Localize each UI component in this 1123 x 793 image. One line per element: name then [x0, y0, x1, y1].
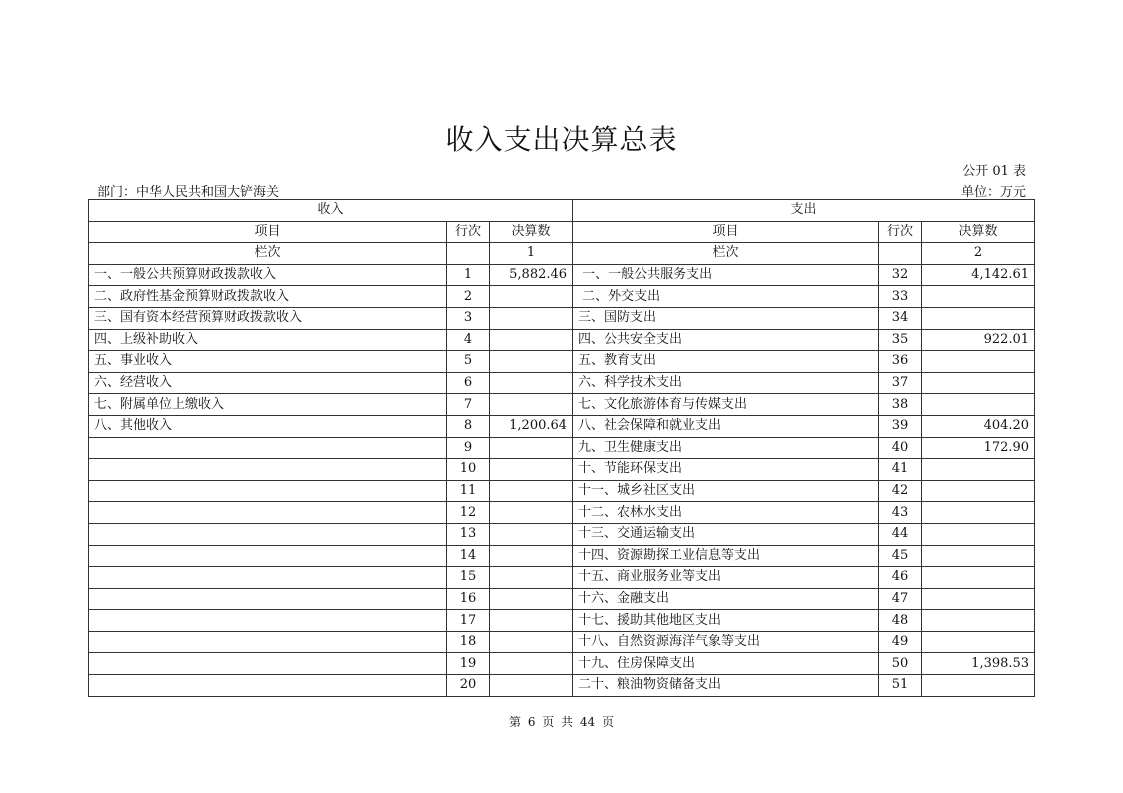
- income-rowno-cell: 16: [447, 588, 490, 610]
- expense-amount-cell: 404.20: [922, 415, 1035, 437]
- expense-item-cell: 七、文化旅游体育与传媒支出: [573, 394, 879, 416]
- income-rowno-cell: 6: [447, 372, 490, 394]
- income-amount-cell: [490, 394, 573, 416]
- page-footer: 第 6 页 共 44 页: [509, 715, 614, 729]
- expense-item-cell: 四、公共安全支出: [573, 329, 879, 351]
- expense-amount-cell: [922, 286, 1035, 308]
- expense-rowno-header: 行次: [879, 221, 922, 243]
- expense-item-cell: 十七、援助其他地区支出: [573, 610, 879, 632]
- expense-amount-cell: 172.90: [922, 437, 1035, 459]
- income-rowno-cell: 2: [447, 286, 490, 308]
- table-row: [89, 372, 1035, 394]
- header-row-columns: [89, 221, 1035, 243]
- expense-item-cell: 二十、粮油物资储备支出: [573, 675, 879, 697]
- income-header: 收入: [89, 200, 573, 222]
- department-label: 部门：中华人民共和国大铲海关: [97, 185, 280, 200]
- income-lanci: 栏次: [89, 243, 447, 265]
- table-row: [89, 286, 1035, 308]
- expense-rowno-cell: 41: [879, 459, 922, 481]
- form-number: 公开 01 表: [962, 164, 1026, 179]
- expense-rowno-cell: 39: [879, 415, 922, 437]
- expense-rowno-cell: 33: [879, 286, 922, 308]
- income-amount-cell: [490, 307, 573, 329]
- income-item-cell: 八、其他收入: [89, 415, 447, 437]
- expense-amount-cell: [922, 480, 1035, 502]
- expense-item-header: 项目: [573, 221, 879, 243]
- expense-amount-cell: [922, 675, 1035, 697]
- expense-amount-cell: [922, 502, 1035, 524]
- expense-amount-cell: [922, 567, 1035, 589]
- expense-rowno-cell: 51: [879, 675, 922, 697]
- expense-amount-cell: 4,142.61: [922, 264, 1035, 286]
- table-row: [89, 264, 1035, 286]
- income-item-cell: 五、事业收入: [89, 351, 447, 373]
- expense-item-cell: 六、科学技术支出: [573, 372, 879, 394]
- income-expense-table: [88, 199, 1035, 697]
- income-amount-cell: [490, 610, 573, 632]
- expense-rowno-cell: 49: [879, 631, 922, 653]
- expense-amount-cell: [922, 459, 1035, 481]
- expense-rowno-cell: 46: [879, 567, 922, 589]
- table-row: [89, 351, 1035, 373]
- expense-rowno-cell: 40: [879, 437, 922, 459]
- expense-item-cell: 十、节能环保支出: [573, 459, 879, 481]
- expense-amount-cell: [922, 394, 1035, 416]
- income-rowno-cell: 10: [447, 459, 490, 481]
- expense-item-cell: 十五、商业服务业等支出: [573, 567, 879, 589]
- income-amount-cell: [490, 631, 573, 653]
- income-amount-cell: [490, 351, 573, 373]
- income-amount-cell: [490, 502, 573, 524]
- table-row: [89, 394, 1035, 416]
- expense-header: 支出: [573, 200, 1035, 222]
- income-item-cell: [89, 459, 447, 481]
- income-item-header: 项目: [89, 221, 447, 243]
- expense-rowno-cell: 34: [879, 307, 922, 329]
- expense-rowno-cell: 48: [879, 610, 922, 632]
- income-item-cell: 四、上级补助收入: [89, 329, 447, 351]
- income-item-cell: [89, 588, 447, 610]
- income-amount-cell: [490, 329, 573, 351]
- income-rowno-cell: 12: [447, 502, 490, 524]
- expense-col-number: 2: [922, 243, 1035, 265]
- expense-rowno-cell: 32: [879, 264, 922, 286]
- income-item-cell: 三、国有资本经营预算财政拨款收入: [89, 307, 447, 329]
- table-row: [89, 631, 1035, 653]
- income-item-cell: 七、附属单位上缴收入: [89, 394, 447, 416]
- header-row-section: [89, 200, 1035, 222]
- expense-amount-cell: 1,398.53: [922, 653, 1035, 675]
- income-amount-cell: 1,200.64: [490, 415, 573, 437]
- income-rowno-cell: 13: [447, 523, 490, 545]
- income-rowno-cell: 19: [447, 653, 490, 675]
- expense-rowno-cell: 50: [879, 653, 922, 675]
- income-item-cell: [89, 437, 447, 459]
- income-item-cell: [89, 545, 447, 567]
- income-item-cell: 二、政府性基金预算财政拨款收入: [89, 286, 447, 308]
- expense-amount-cell: [922, 610, 1035, 632]
- income-item-cell: [89, 675, 447, 697]
- expense-rowno-cell: 36: [879, 351, 922, 373]
- income-rowno-cell: 15: [447, 567, 490, 589]
- expense-item-cell: 十四、资源勘探工业信息等支出: [573, 545, 879, 567]
- income-lanci-blank: [447, 243, 490, 265]
- expense-rowno-cell: 35: [879, 329, 922, 351]
- income-item-cell: [89, 523, 447, 545]
- page-title: 收入支出决算总表: [445, 123, 678, 156]
- header-row-lanci: [89, 243, 1035, 265]
- table-row: [89, 502, 1035, 524]
- income-rowno-cell: 4: [447, 329, 490, 351]
- expense-rowno-cell: 42: [879, 480, 922, 502]
- table-row: [89, 523, 1035, 545]
- income-rowno-cell: 11: [447, 480, 490, 502]
- income-amount-cell: [490, 675, 573, 697]
- expense-item-cell: 十八、自然资源海洋气象等支出: [573, 631, 879, 653]
- income-amount-cell: [490, 372, 573, 394]
- expense-rowno-cell: 38: [879, 394, 922, 416]
- income-amount-cell: [490, 286, 573, 308]
- expense-item-cell: 十六、金融支出: [573, 588, 879, 610]
- income-item-cell: 一、一般公共预算财政拨款收入: [89, 264, 447, 286]
- expense-amount-cell: [922, 588, 1035, 610]
- income-item-cell: [89, 480, 447, 502]
- table-row: [89, 459, 1035, 481]
- table-row: [89, 610, 1035, 632]
- expense-amount-cell: [922, 545, 1035, 567]
- table-row: [89, 437, 1035, 459]
- expense-amount-cell: [922, 631, 1035, 653]
- income-item-cell: [89, 567, 447, 589]
- income-rowno-cell: 14: [447, 545, 490, 567]
- table-row: [89, 567, 1035, 589]
- income-rowno-header: 行次: [447, 221, 490, 243]
- income-amount-cell: [490, 437, 573, 459]
- expense-item-cell: 三、国防支出: [573, 307, 879, 329]
- expense-amount-cell: [922, 523, 1035, 545]
- income-amount-cell: [490, 653, 573, 675]
- unit-label: 单位：万元: [960, 185, 1026, 200]
- table-row: [89, 307, 1035, 329]
- income-rowno-cell: 7: [447, 394, 490, 416]
- income-rowno-cell: 17: [447, 610, 490, 632]
- expense-amount-cell: [922, 351, 1035, 373]
- income-col-number: 1: [490, 243, 573, 265]
- expense-item-cell: 十三、交通运输支出: [573, 523, 879, 545]
- expense-amount-header: 决算数: [922, 221, 1035, 243]
- expense-amount-cell: [922, 372, 1035, 394]
- income-item-cell: [89, 610, 447, 632]
- table-row: [89, 329, 1035, 351]
- income-amount-cell: [490, 523, 573, 545]
- income-rowno-cell: 18: [447, 631, 490, 653]
- table-row: [89, 415, 1035, 437]
- expense-rowno-cell: 45: [879, 545, 922, 567]
- expense-item-cell: 二、外交支出: [573, 286, 879, 308]
- income-amount-header: 决算数: [490, 221, 573, 243]
- income-item-cell: [89, 502, 447, 524]
- income-amount-cell: [490, 480, 573, 502]
- table-row: [89, 545, 1035, 567]
- table-row: [89, 675, 1035, 697]
- income-amount-cell: [490, 545, 573, 567]
- expense-lanci-blank: [879, 243, 922, 265]
- income-rowno-cell: 1: [447, 264, 490, 286]
- expense-item-cell: 一、一般公共服务支出: [573, 264, 879, 286]
- income-rowno-cell: 9: [447, 437, 490, 459]
- expense-lanci: 栏次: [573, 243, 879, 265]
- income-amount-cell: [490, 588, 573, 610]
- income-amount-cell: [490, 459, 573, 481]
- expense-amount-cell: [922, 307, 1035, 329]
- expense-item-cell: 十一、城乡社区支出: [573, 480, 879, 502]
- expense-item-cell: 九、卫生健康支出: [573, 437, 879, 459]
- expense-rowno-cell: 47: [879, 588, 922, 610]
- income-item-cell: [89, 653, 447, 675]
- income-amount-cell: [490, 567, 573, 589]
- income-item-cell: [89, 631, 447, 653]
- table-row: [89, 653, 1035, 675]
- income-rowno-cell: 3: [447, 307, 490, 329]
- expense-item-cell: 十九、住房保障支出: [573, 653, 879, 675]
- expense-item-cell: 五、教育支出: [573, 351, 879, 373]
- expense-rowno-cell: 37: [879, 372, 922, 394]
- table-row: [89, 588, 1035, 610]
- income-amount-cell: 5,882.46: [490, 264, 573, 286]
- expense-item-cell: 八、社会保障和就业支出: [573, 415, 879, 437]
- income-rowno-cell: 20: [447, 675, 490, 697]
- expense-rowno-cell: 43: [879, 502, 922, 524]
- income-rowno-cell: 8: [447, 415, 490, 437]
- table-row: [89, 480, 1035, 502]
- income-item-cell: 六、经营收入: [89, 372, 447, 394]
- expense-amount-cell: 922.01: [922, 329, 1035, 351]
- income-rowno-cell: 5: [447, 351, 490, 373]
- expense-rowno-cell: 44: [879, 523, 922, 545]
- expense-item-cell: 十二、农林水支出: [573, 502, 879, 524]
